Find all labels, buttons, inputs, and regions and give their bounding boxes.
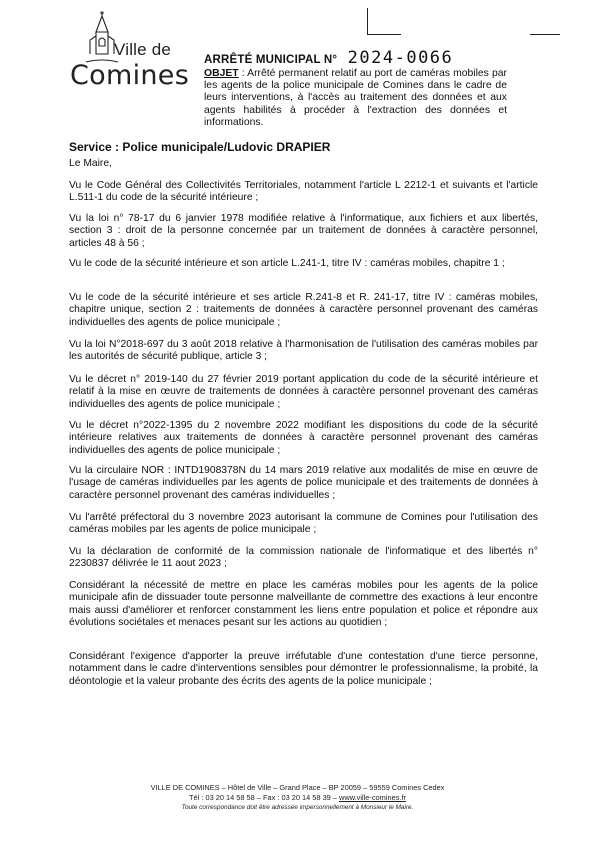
footer [0,783,595,814]
paragraph-considerant-necessite: Considérant la nécessité de mettre en place les caméras mobiles pour les agents de la police municipale afin de dissuader toute personne malveillante de commettre des exactions à leur encontre mais aussi d'améliorer et renforcer constamment les liens entre population et police et répondre aux évolutions sociétales et menaces pesant sur les actions au quotidien ; [69,580,538,628]
paragraph-vu-loi-78-17: Vu la loi n° 78-17 du 6 janvier 1978 modifiée relative à l'informatique, aux fichiers et aux libertés, section 3 : droit de la personne concernée par un traitement de données à caractère personnel, articles 48 à 56 ; [69,213,538,249]
header-frame-right [530,34,560,35]
paragraph-vu-arrete-prefectoral: Vu l'arrêté préfectoral du 3 novembre 2023 autorisant la commune de Comines pour l'utilisation des caméras mobiles par les agents de police municipale ; [69,512,538,536]
arrete-label: ARRÊTÉ MUNICIPAL N° [204,54,338,66]
objet-label: OBJET [204,68,239,79]
footer-correspondence-note: Toute correspondance doit être adressée impersonnellement à Monsieur le Maire. [181,804,414,812]
paragraph-vu-code-r241: Vu le code de la sécurité intérieure et ses article R.241-8 et R. 241-17, titre IV : caméras mobiles, chapitre unique, section 2 : traitements de données à caractère personnel provenant des caméras individuelles des agents de police municipale ; [69,292,538,328]
header-frame-top [367,34,401,35]
paragraph-considerant-exigence: Considérant l'exigence d'apporter la preuve irréfutable d'une contestation d'une tierce personne, notamment dans le cadre d'interventions sensibles pour démontrer le professionnalisme, la probité, la déontologie et la valeur probante des écrits des agents de la police municipale ; [69,651,538,687]
header-frame-left [367,8,368,34]
footer-address: VILLE DE COMINES – Hôtel de Ville – Grand Place – BP 20059 – 59559 Comines Cedex [150,783,445,792]
paragraph-vu-decret-2022: Vu le décret n°2022-1395 du 2 novembre 2022 modifiant les dispositions du code de la sécurité intérieure relatives aux traitements de données à caractère personnel provenant des caméras individuelles des agents de police municipale ; [69,420,538,456]
service-line: Service : Police municipale/Ludovic DRAPIER [69,140,331,154]
paragraph-vu-code-l241: Vu le code de la sécurité intérieure et son article L.241-1, titre IV : caméras mobiles, chapitre 1 ; [69,258,505,269]
arrete-heading [204,48,453,68]
paragraph-vu-circulaire: Vu la circulaire NOR : INTD1908378N du 14 mars 2019 relative aux modalités de mise en œuvre de l'usage de caméras individuelles par les agents de police municipale et des traitements de données à caractère personnel provenant des caméras individuelles ; [69,465,538,501]
paragraph-vu-declaration-cnil: Vu la déclaration de conformité de la commission nationale de l'informatique et des libertés n° 2230837 délivrée le 11 aout 2023 ; [69,546,538,570]
logo-comines: Comines [70,60,190,91]
arrete-number: 2024-0066 [347,48,454,68]
paragraph-vu-decret-2019: Vu le décret n° 2019-140 du 27 février 2019 portant application du code de la sécurité intérieure et relatif à la mise en œuvre de traitements de données à caractère personnel provenant des caméras individuelles des agents de police municipale ; [69,374,538,410]
ville-logo [70,10,190,90]
paragraph-vu-cgct: Vu le Code Général des Collectivités Territoriales, notamment l'article L 2212-1 et suivants et l'article L.511-1 du code de la sécurité intérieure ; [69,180,538,204]
paragraph-le-maire: Le Maire, [69,158,112,169]
objet-text: : Arrêté permanent relatif au port de caméras mobiles par les agents de la police municipale de Comines dans le cadre de leurs interventions, à l'accès au traitement des données et aux agents habilités à procéder à l'extraction des données et informations. [204,68,507,128]
logo-ville-de: Ville de [114,40,172,59]
objet-block [204,68,507,129]
footer-contact [0,793,595,803]
paragraph-vu-loi-2018: Vu la loi N°2018-697 du 3 août 2018 relative à l'harmonisation de l'utilisation des caméras mobiles par les autorités de sécurité publique, article 3 ; [69,339,538,363]
footer-website-link[interactable]: www.ville-comines.fr [339,793,406,803]
footer-phone-fax: Tél : 03 20 14 58 58 – Fax : 03 20 14 58 39 – [189,793,340,803]
